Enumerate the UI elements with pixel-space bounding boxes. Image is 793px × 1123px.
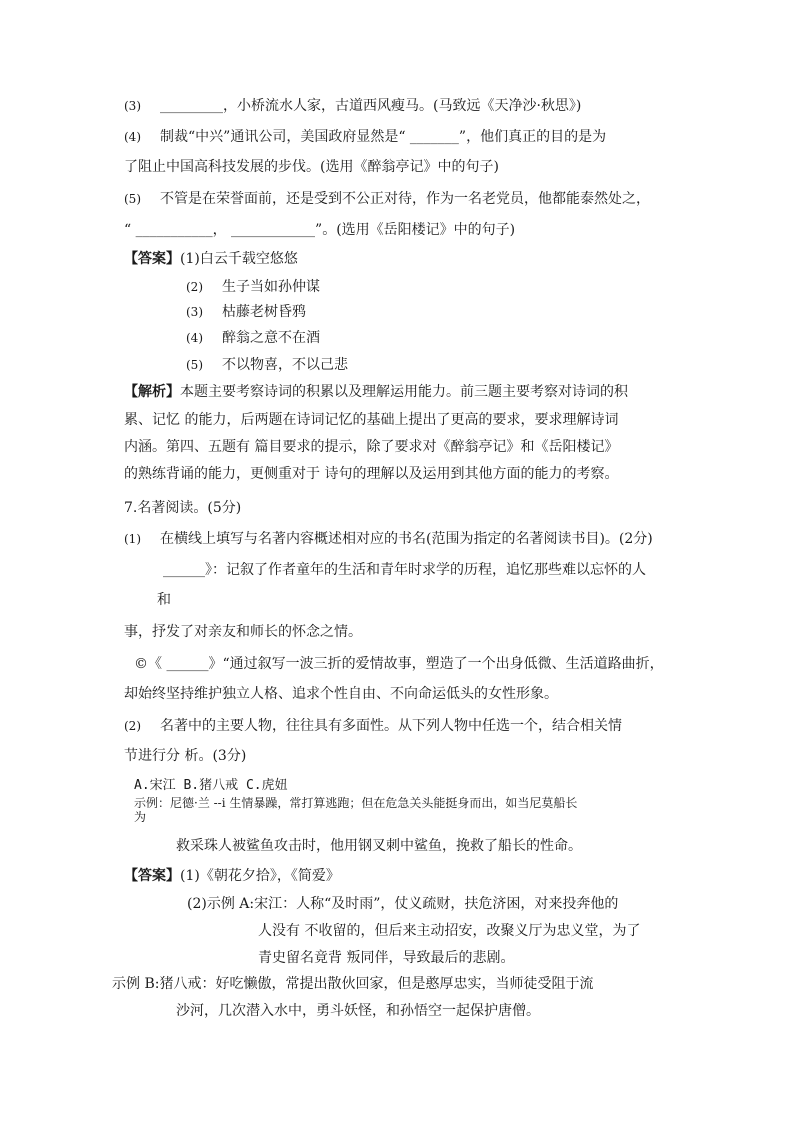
answer-7-line-2 bbox=[187, 894, 618, 914]
answer-7-line-6 bbox=[176, 1001, 540, 1021]
q7-blank-a-line-3 bbox=[124, 622, 362, 642]
item-text: 不管是在荣誉面前，还是受到不公正对待，作为一名老党员，他都能泰然处之， bbox=[160, 191, 650, 207]
analysis-6-line-4 bbox=[124, 464, 618, 484]
answer-7-line-3 bbox=[258, 921, 640, 941]
answer-text: 生子当如孙仲谋 bbox=[222, 279, 320, 295]
question-text: 事，抒发了对亲友和师长的怀念之情。 bbox=[124, 624, 362, 640]
item-number: (4) bbox=[186, 331, 203, 345]
q7-blank-b-line-2 bbox=[124, 684, 558, 704]
example-text: 为 bbox=[134, 810, 147, 824]
answer-6-item-4 bbox=[186, 328, 320, 348]
q7-part-2-line-2 bbox=[124, 746, 246, 766]
answer-text: 沙河，几次潜入水中，勇斗妖怪，和孙悟空一起保护唐僧。 bbox=[176, 1003, 540, 1019]
q7-example-line-3 bbox=[176, 836, 582, 856]
question-text: ______》：记叙了作者童年的生活和青年时求学的历程，追忆那些难以忘怀的人 bbox=[163, 562, 646, 578]
analysis-text: 内涵。第四、五题有 篇目要求的提示，除了要求对《醉翁亭记》和《岳阳楼记》 bbox=[124, 439, 619, 455]
q7-example-line-1 bbox=[134, 795, 577, 811]
item-number: (3) bbox=[124, 99, 141, 113]
item-number: (5) bbox=[186, 358, 203, 372]
example-text: 示例：尼德·兰 --i 生情暴躁，常打算逃跑；但在危急关头能挺身而出，如当尼莫船长 bbox=[134, 796, 578, 810]
analysis-text: 本题主要考察诗词的积累以及理解运用能力。前三题主要考察对诗词的积 bbox=[180, 384, 628, 400]
answer-text: 青史留名竟背 叛同伴，导致最后的悲剧。 bbox=[258, 950, 515, 966]
answer-7-line-4 bbox=[258, 948, 514, 968]
q7-part-1 bbox=[124, 529, 653, 549]
q7-example-line-2 bbox=[134, 809, 146, 825]
q6-item-4 bbox=[124, 127, 606, 147]
answer-6-first bbox=[124, 249, 298, 269]
item-text: 了阻止中国高科技发展的步伐。(选用《醉翁亭记》中的句子) bbox=[124, 159, 499, 175]
answer-text: 醉翁之意不在酒 bbox=[222, 330, 320, 346]
analysis-text: 的熟练背诵的能力，更侧重对于 诗句的理解以及运用到其他方面的能力的考察。 bbox=[124, 466, 619, 482]
analysis-6-line-2 bbox=[124, 410, 618, 430]
q7-blank-b-line-1 bbox=[134, 654, 664, 674]
question-text: 在横线上填写与名著内容概述相对应的书名(范围为指定的名著阅读书目)。(2分) bbox=[160, 531, 653, 547]
answer-text: 不以物喜，不以己悲 bbox=[222, 357, 348, 373]
q7-options bbox=[134, 778, 288, 794]
analysis-6-line-3 bbox=[124, 437, 618, 457]
q6-item-5 bbox=[124, 189, 650, 209]
question-text: ©《 ______》“通过叙写一波三折的爱情故事，塑造了一个出身低微、生活道路曲折， bbox=[134, 656, 664, 672]
q7-blank-a-line-1 bbox=[163, 560, 646, 580]
analysis-6-line-1 bbox=[124, 382, 628, 402]
q7-part-2-line-1 bbox=[124, 716, 622, 736]
question-heading: 7.名著阅读。(5分) bbox=[124, 500, 242, 516]
answer-text: (1)《朝花夕拾》，《简爱》 bbox=[180, 868, 340, 884]
answer-7-line-5 bbox=[112, 974, 593, 994]
item-number: (5) bbox=[124, 192, 141, 206]
answer-text: 示例 B:猪八戒：好吃懒傲，常提出散伙回家，但是憨厚忠实，当师徒受阻于流 bbox=[112, 976, 594, 992]
answer-tag: 【答案】 bbox=[124, 251, 180, 267]
q6-item-5-cont bbox=[124, 220, 515, 240]
item-text: _________，小桥流水人家，古道西风瘦马。(马致远《天净沙·秋思》) bbox=[160, 98, 582, 114]
answer-text: 人没有 不收留的，但后来主动招安，改聚义厅为忠义堂，为了 bbox=[258, 923, 641, 939]
item-number: (4) bbox=[124, 130, 141, 144]
question-text: 和 bbox=[157, 592, 171, 608]
options-text: A.宋江 B.猪八戒 C.虎妞 bbox=[134, 778, 288, 793]
answer-text: (2)示例 A:宋江：人称“及时雨”，仗义疏财，扶危济困，对来投奔他的 bbox=[187, 896, 619, 912]
answer-text: 枯藤老树昏鸦 bbox=[222, 304, 306, 320]
answer-text: (1)白云千载空悠悠 bbox=[180, 251, 298, 267]
q6-item-4-cont bbox=[124, 157, 499, 177]
answer-tag: 【答案】 bbox=[124, 868, 180, 884]
question-text: 名著中的主要人物，往往具有多面性。从下列人物中任选一个，结合相关情 bbox=[160, 718, 622, 734]
item-number: (3) bbox=[186, 305, 203, 319]
answer-7-line-1 bbox=[124, 866, 340, 886]
answer-6-item-3 bbox=[186, 302, 306, 322]
example-text: 救采珠人被鲨鱼攻击时，他用钢叉刺中鲨鱼，挽救了船长的性命。 bbox=[176, 838, 582, 854]
item-number: (1) bbox=[124, 532, 141, 546]
analysis-text: 累、记忆 的能力，后两题在诗词记忆的基础上提出了更高的要求，要求理解诗词 bbox=[124, 412, 619, 428]
analysis-tag: 【解析】 bbox=[124, 384, 180, 400]
q7-heading bbox=[124, 498, 241, 518]
item-number: (2) bbox=[124, 719, 141, 733]
question-text: 却始终坚持维护独立人格、追求个性自由、不向命运低头的女性形象。 bbox=[124, 686, 558, 702]
q7-blank-a-line-2 bbox=[157, 590, 171, 610]
item-text: “ ___________， ____________”。(选用《岳阳楼记》中的句子) bbox=[124, 222, 516, 238]
item-text: 制裁“中兴”通讯公司，美国政府显然是“ _______”，他们真正的目的是为 bbox=[160, 129, 607, 145]
question-text: 节进行分 析。(3分) bbox=[124, 748, 247, 764]
answer-6-item-2 bbox=[186, 277, 320, 297]
item-number: (2) bbox=[186, 280, 203, 294]
answer-6-item-5 bbox=[186, 355, 348, 375]
q6-item-3 bbox=[124, 96, 581, 116]
